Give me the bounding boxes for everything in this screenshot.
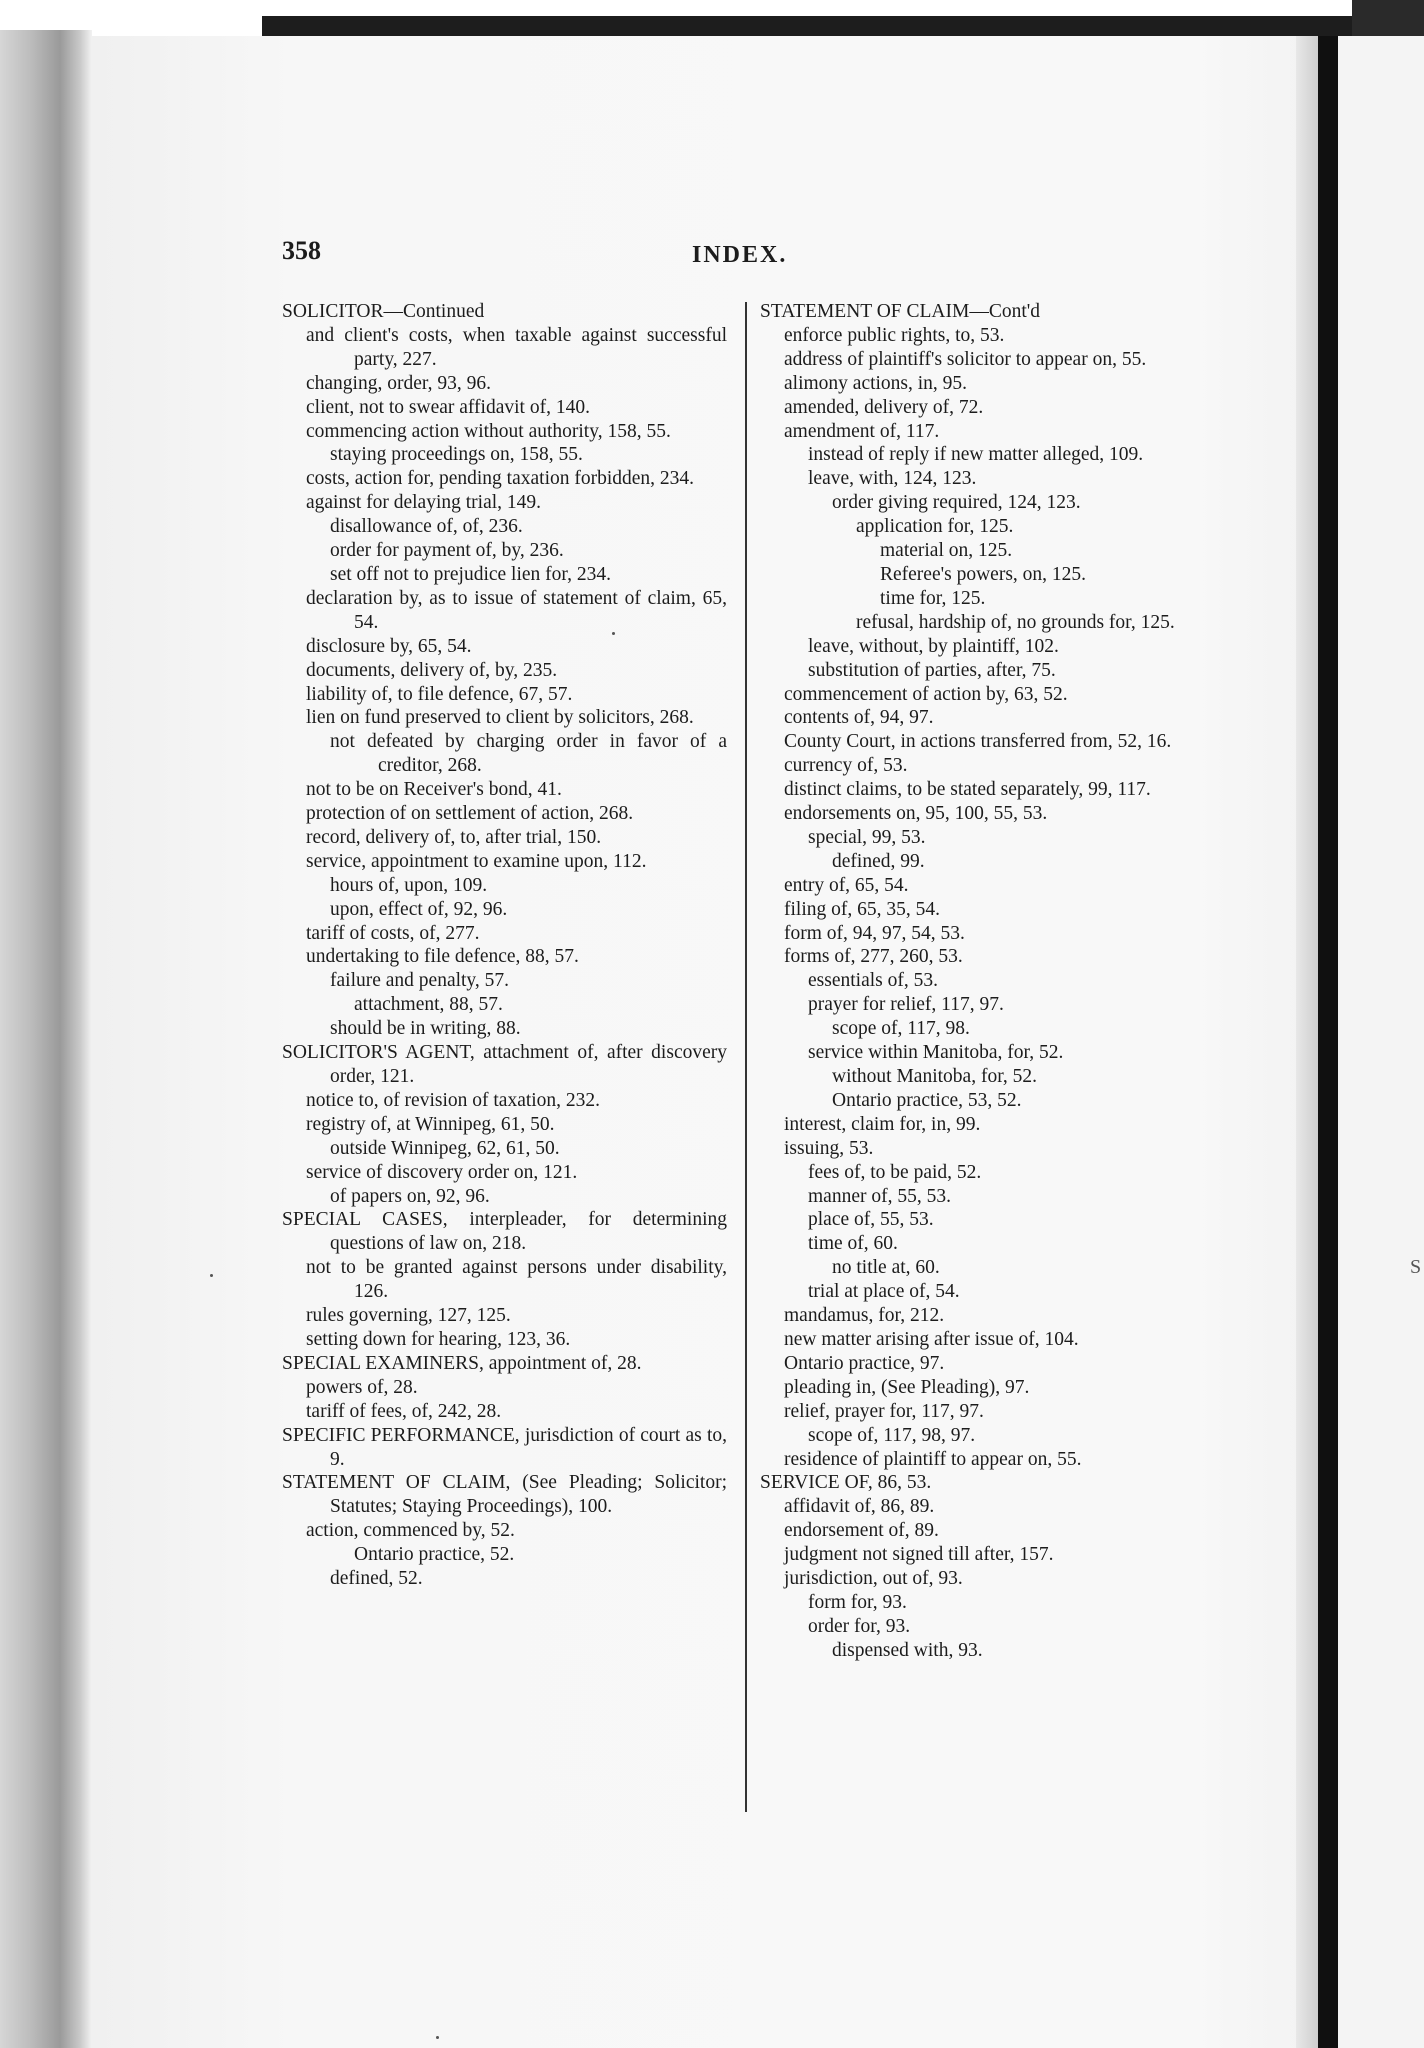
index-entry: documents, delivery of, by, 235. bbox=[306, 659, 558, 681]
index-entry: judgment not signed till after, 157. bbox=[784, 1544, 1054, 1566]
index-entry: set off not to prejudice lien for, 234. bbox=[330, 563, 611, 585]
index-entry: failure and penalty, 57. bbox=[330, 970, 510, 992]
column-divider bbox=[745, 302, 747, 1812]
index-entry: lien on fund preserved to client by solicitors, 268. bbox=[306, 707, 694, 729]
index-entry: commencing action without authority, 158, 55. bbox=[306, 420, 671, 442]
index-entry: undertaking to file defence, 88, 57. bbox=[306, 946, 579, 968]
index-entry: Referee's powers, on, 125. bbox=[880, 563, 1087, 585]
book-gutter-edge bbox=[0, 30, 92, 2048]
index-column-left bbox=[282, 300, 727, 1591]
index-entry: of papers on, 92, 96. bbox=[330, 1185, 490, 1207]
index-entry: setting down for hearing, 123, 36. bbox=[306, 1328, 571, 1350]
index-heading: SERVICE OF, 86, 53. bbox=[760, 1472, 932, 1494]
index-entry: no title at, 60. bbox=[832, 1257, 940, 1279]
index-entry: substitution of parties, after, 75. bbox=[808, 659, 1056, 681]
index-entry: upon, effect of, 92, 96. bbox=[330, 898, 508, 920]
index-entry: defined, 99. bbox=[832, 850, 925, 872]
index-entry: tariff of costs, of, 277. bbox=[306, 922, 480, 944]
index-entry: distinct claims, to be stated separately, 99, 117. bbox=[784, 779, 1151, 801]
index-heading: STATEMENT OF CLAIM—Cont'd bbox=[760, 301, 1041, 322]
index-entry: disallowance of, of, 236. bbox=[330, 516, 523, 538]
index-entry: action, commenced by, 52. bbox=[306, 1520, 515, 1542]
index-entry: trial at place of, 54. bbox=[808, 1281, 960, 1303]
index-heading: SPECIFIC PERFORMANCE, jurisdiction of court as to, 9. bbox=[282, 1424, 727, 1470]
index-entry: amended, delivery of, 72. bbox=[784, 396, 984, 418]
index-entry: filing of, 65, 35, 54. bbox=[784, 898, 940, 920]
index-entry: refusal, hardship of, no grounds for, 125. bbox=[856, 611, 1175, 633]
index-entry: attachment, 88, 57. bbox=[354, 994, 503, 1016]
index-entry: without Manitoba, for, 52. bbox=[832, 1066, 1038, 1087]
index-heading: STATEMENT OF CLAIM, (See Pleading; Solicitor; Statutes; Staying Proceedings), 100. bbox=[282, 1472, 727, 1518]
index-heading: SOLICITOR—Continued bbox=[282, 301, 485, 322]
index-entry: order for, 93. bbox=[808, 1615, 911, 1637]
index-entry: fees of, to be paid, 52. bbox=[808, 1161, 982, 1183]
running-head: INDEX. bbox=[692, 242, 788, 268]
scan-speck bbox=[436, 2036, 439, 2039]
index-entry: affidavit of, 86, 89. bbox=[784, 1496, 935, 1518]
index-entry: costs, action for, pending taxation forbidden, 234. bbox=[306, 468, 695, 490]
index-entry: staying proceedings on, 158, 55. bbox=[330, 444, 583, 466]
index-entry: time for, 125. bbox=[880, 587, 986, 609]
index-entry: protection of on settlement of action, 268. bbox=[306, 803, 634, 825]
index-entry: service, appointment to examine upon, 112. bbox=[306, 850, 647, 872]
index-entry: declaration by, as to issue of statement of claim, 65, 54. bbox=[306, 587, 727, 633]
index-entry: dispensed with, 93. bbox=[832, 1639, 983, 1661]
index-entry: leave, without, by plaintiff, 102. bbox=[808, 635, 1059, 657]
index-entry: entry of, 65, 54. bbox=[784, 874, 909, 896]
index-entry: order giving required, 124, 123. bbox=[832, 492, 1081, 514]
index-entry: against for delaying trial, 149. bbox=[306, 492, 542, 514]
index-entry: service of discovery order on, 121. bbox=[306, 1161, 578, 1183]
index-entry: essentials of, 53. bbox=[808, 970, 938, 992]
facing-page-strip bbox=[1338, 36, 1424, 2048]
index-entry: form of, 94, 97, 54, 53. bbox=[784, 922, 965, 944]
index-heading: SPECIAL EXAMINERS, appointment of, 28. bbox=[282, 1352, 642, 1374]
index-entry: time of, 60. bbox=[808, 1233, 898, 1255]
index-entry: scope of, 117, 98. bbox=[832, 1018, 970, 1040]
scan-right-border bbox=[1318, 36, 1338, 2048]
index-entry: endorsement of, 89. bbox=[784, 1520, 939, 1542]
scan-speck bbox=[210, 1274, 213, 1277]
index-entry: endorsements on, 95, 100, 55, 53. bbox=[784, 803, 1048, 825]
index-entry: place of, 55, 53. bbox=[808, 1209, 934, 1231]
index-entry: client, not to swear affidavit of, 140. bbox=[306, 396, 590, 418]
index-entry: changing, order, 93, 96. bbox=[306, 372, 491, 394]
index-entry: scope of, 117, 98, 97. bbox=[808, 1424, 976, 1446]
index-entry: Ontario practice, 53, 52. bbox=[832, 1089, 1022, 1111]
index-entry: Ontario practice, 97. bbox=[784, 1352, 945, 1374]
index-entry: forms of, 277, 260, 53. bbox=[784, 946, 963, 968]
index-entry: contents of, 94, 97. bbox=[784, 707, 934, 729]
index-entry: hours of, upon, 109. bbox=[330, 874, 488, 896]
index-entry: interest, claim for, in, 99. bbox=[784, 1113, 981, 1135]
index-entry: rules governing, 127, 125. bbox=[306, 1305, 511, 1327]
index-heading: SOLICITOR'S AGENT, attachment of, after discovery order, 121. bbox=[282, 1042, 727, 1087]
facing-page-fragment: S bbox=[1410, 1256, 1422, 1278]
scan-corner-blot bbox=[1352, 0, 1424, 40]
index-entry: not to be granted against persons under disability, 126. bbox=[306, 1257, 727, 1303]
index-entry: amendment of, 117. bbox=[784, 420, 940, 442]
index-entry: should be in writing, 88. bbox=[330, 1018, 521, 1040]
index-entry: commencement of action by, 63, 52. bbox=[784, 683, 1068, 705]
index-entry: issuing, 53. bbox=[784, 1137, 874, 1159]
index-entry: not defeated by charging order in favor of a creditor, 268. bbox=[330, 731, 727, 777]
index-entry: form for, 93. bbox=[808, 1591, 907, 1613]
index-entry: tariff of fees, of, 242, 28. bbox=[306, 1400, 502, 1422]
index-entry: Ontario practice, 52. bbox=[354, 1544, 515, 1566]
index-entry: leave, with, 124, 123. bbox=[808, 468, 977, 490]
index-entry: application for, 125. bbox=[856, 516, 1014, 538]
index-entry: not to be on Receiver's bond, 41. bbox=[306, 779, 562, 801]
index-entry: County Court, in actions transferred from, 52, 16. bbox=[784, 731, 1172, 753]
index-heading: SPECIAL CASES, interpleader, for determining questions of law on, 218. bbox=[282, 1209, 727, 1255]
index-entry: alimony actions, in, 95. bbox=[784, 372, 968, 394]
index-entry: service within Manitoba, for, 52. bbox=[808, 1042, 1064, 1064]
index-entry: prayer for relief, 117, 97. bbox=[808, 994, 1004, 1016]
index-entry: disclosure by, 65, 54. bbox=[306, 635, 472, 657]
index-entry: material on, 125. bbox=[880, 540, 1013, 562]
index-entry: special, 99, 53. bbox=[808, 826, 926, 848]
index-entry: liability of, to file defence, 67, 57. bbox=[306, 683, 573, 705]
page-number: 358 bbox=[282, 236, 321, 265]
index-entry: order for payment of, by, 236. bbox=[330, 540, 564, 562]
scan-top-border bbox=[262, 16, 1392, 36]
index-entry: jurisdiction, out of, 93. bbox=[784, 1568, 963, 1590]
index-entry: powers of, 28. bbox=[306, 1376, 418, 1398]
index-entry: instead of reply if new matter alleged, 109. bbox=[808, 444, 1144, 466]
index-entry: and client's costs, when taxable against successful party, 227. bbox=[306, 324, 727, 370]
index-entry: pleading in, (See Pleading), 97. bbox=[784, 1376, 1030, 1398]
index-column-right bbox=[760, 300, 1205, 1663]
index-entry: defined, 52. bbox=[330, 1568, 423, 1590]
index-entry: residence of plaintiff to appear on, 55. bbox=[784, 1448, 1082, 1470]
index-entry: record, delivery of, to, after trial, 150. bbox=[306, 826, 602, 848]
index-entry: currency of, 53. bbox=[784, 755, 908, 777]
index-entry: new matter arising after issue of, 104. bbox=[784, 1328, 1079, 1350]
scan-speck bbox=[612, 632, 615, 635]
index-entry: registry of, at Winnipeg, 61, 50. bbox=[306, 1113, 555, 1135]
index-entry: mandamus, for, 212. bbox=[784, 1305, 945, 1327]
index-entry: address of plaintiff's solicitor to appear on, 55. bbox=[784, 348, 1147, 370]
index-entry: enforce public rights, to, 53. bbox=[784, 324, 1005, 346]
index-entry: outside Winnipeg, 62, 61, 50. bbox=[330, 1137, 560, 1159]
index-entry: notice to, of revision of taxation, 232. bbox=[306, 1089, 601, 1111]
index-entry: relief, prayer for, 117, 97. bbox=[784, 1400, 984, 1422]
index-entry: manner of, 55, 53. bbox=[808, 1185, 951, 1207]
